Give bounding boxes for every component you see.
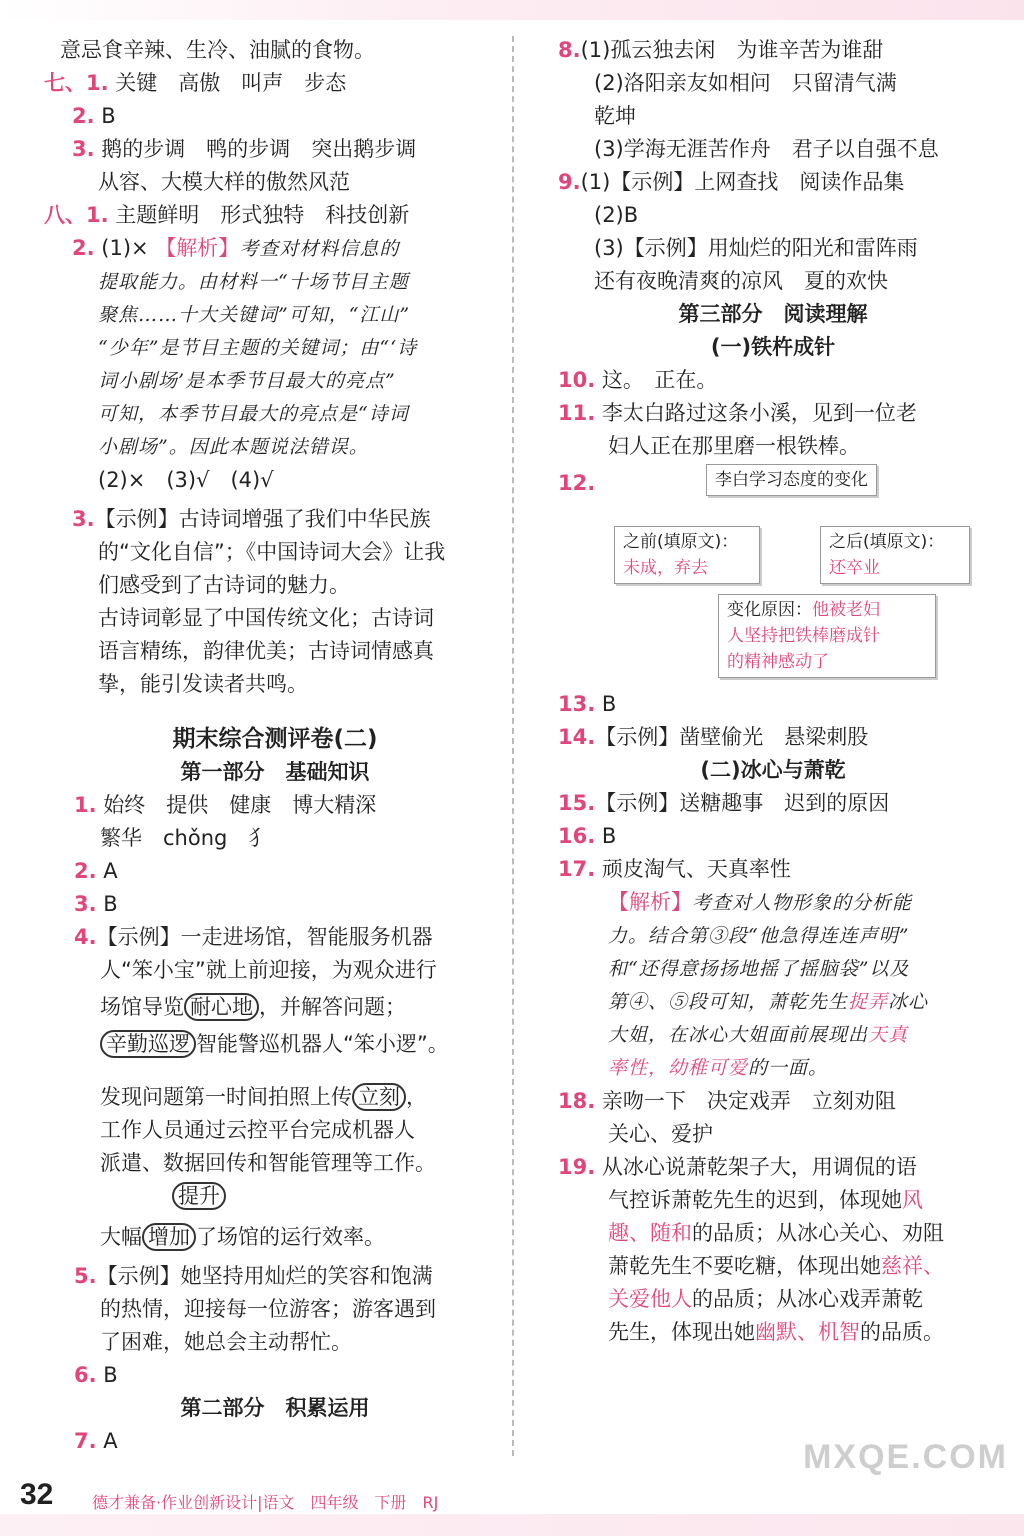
text-line bbox=[60, 569, 490, 602]
answer-text: 的“文化自信”；《中国诗词大会》让我 bbox=[98, 540, 446, 564]
question-number: 13. bbox=[558, 692, 596, 716]
question-number: 3. bbox=[72, 507, 95, 531]
question-7-2 bbox=[60, 100, 490, 133]
text-line bbox=[60, 1221, 490, 1254]
text-line bbox=[558, 199, 988, 232]
answer-text: 的热情，迎接每一位游客；游客遇到 bbox=[100, 1297, 436, 1321]
question-number: 17. bbox=[558, 857, 596, 881]
answer-text: 的品质；从冰心戏弄萧乾 bbox=[692, 1287, 923, 1311]
circled-word: 耐心地 bbox=[184, 993, 259, 1021]
answer-text: A bbox=[103, 859, 118, 883]
reason-answer: 他被老妇 bbox=[812, 600, 880, 620]
circled-word: 立刻 bbox=[352, 1083, 406, 1111]
answer-text: 李太白路过这条小溪，见到一位老 bbox=[601, 401, 917, 425]
answer-text: (2)洛阳亲友如相问 只留清气满 bbox=[594, 71, 897, 95]
section-title: 第三部分 阅读理解 bbox=[678, 302, 868, 326]
text-line bbox=[558, 265, 988, 298]
question-number: 2. bbox=[74, 859, 97, 883]
analysis-text: 大姐，在冰心大姐面前展现出 bbox=[608, 1024, 869, 1046]
before-label: 之前(填原文)： bbox=[623, 532, 739, 552]
text-line bbox=[60, 166, 490, 199]
question-number: 10. bbox=[558, 368, 596, 392]
answer-text: 繁华 chǒng 犭 bbox=[100, 826, 270, 850]
analysis-text: 考查对人物形象的分析能 bbox=[692, 892, 913, 914]
question-7-3 bbox=[60, 133, 490, 166]
analysis-text: 和“还得意扬扬地摇了摇脑袋”以及 bbox=[608, 958, 910, 980]
circled-word: 增加 bbox=[142, 1223, 196, 1251]
answer-text: 她坚持用灿烂的笑容和饱满 bbox=[180, 1264, 433, 1288]
question-number: 16. bbox=[558, 824, 596, 848]
answer-text: 关心、爱护 bbox=[608, 1122, 713, 1146]
reason-answer: 的精神感动了 bbox=[727, 652, 829, 672]
answer-text: 顽皮淘气、天真率性 bbox=[601, 857, 791, 881]
answer-text: 工作人员通过云控平台完成机器人 bbox=[100, 1118, 415, 1142]
question-18 bbox=[558, 1085, 988, 1118]
text-line bbox=[60, 464, 490, 497]
text-line bbox=[60, 954, 490, 987]
passage-title: (二)冰心与萧乾 bbox=[700, 758, 846, 782]
question-14 bbox=[558, 721, 988, 754]
question-number: 11. bbox=[558, 401, 596, 425]
text-line bbox=[60, 1028, 490, 1061]
text-line bbox=[558, 1316, 988, 1349]
answer-text: 派遣、数据回传和智能管理等工作。 bbox=[100, 1151, 436, 1175]
circled-word: 提升 bbox=[172, 1182, 226, 1210]
analysis-line bbox=[558, 953, 988, 986]
answer-text: 的品质；从冰心关心、劝阻 bbox=[692, 1221, 944, 1245]
section-heading bbox=[60, 756, 490, 789]
analysis-text: 考查对材料信息的 bbox=[239, 238, 400, 260]
question-number: 5. bbox=[74, 1264, 97, 1288]
answer-text: 古诗词增强了我们中华民族 bbox=[178, 507, 431, 531]
question-number: 八、1. bbox=[44, 203, 109, 227]
question-8 bbox=[558, 34, 988, 67]
question-3 bbox=[60, 888, 490, 921]
question-number: 6. bbox=[74, 1363, 97, 1387]
diagram-title: 李白学习态度的变化 bbox=[715, 470, 868, 490]
answer-text: 一走进场馆，智能服务机器 bbox=[180, 925, 433, 949]
question-number: 2. bbox=[72, 104, 95, 128]
keyword: 关爱他人 bbox=[608, 1287, 692, 1311]
analysis-text: 力。结合第③段“他急得连连声明” bbox=[608, 925, 910, 947]
answer-text: (2)B bbox=[594, 203, 639, 227]
answer-text: ， bbox=[406, 1085, 427, 1109]
reason-answer: 人坚持把铁棒磨成针 bbox=[727, 626, 880, 646]
diagram-title-box bbox=[706, 464, 877, 496]
analysis-text: 第④、⑤段可知，萧乾先生 bbox=[608, 991, 849, 1013]
analysis-text: 的一面。 bbox=[748, 1057, 829, 1079]
answer-text: 鹅的步调 鸭的步调 突出鹅步调 bbox=[101, 137, 417, 161]
answer-text: 亲吻一下 决定戏弄 立刻劝阻 bbox=[601, 1089, 896, 1113]
book-info: 德才兼备·作业创新设计|语文 四年级 下册 RJ bbox=[92, 1493, 439, 1512]
answer-text: 妇人正在那里磨一根铁棒。 bbox=[608, 434, 860, 458]
watermark-logo: MXQE.COM bbox=[803, 1438, 1008, 1476]
question-2 bbox=[60, 855, 490, 888]
text-line bbox=[60, 1081, 490, 1114]
text-line bbox=[60, 1147, 490, 1180]
after-box bbox=[820, 526, 970, 584]
text-line bbox=[558, 1217, 988, 1250]
answer-text: 场馆导览 bbox=[100, 995, 184, 1019]
answer-text: (1)× bbox=[101, 236, 149, 260]
question-8-3 bbox=[60, 503, 490, 536]
analysis-line bbox=[558, 986, 988, 1019]
question-number: 1. bbox=[74, 793, 97, 817]
text-line bbox=[60, 668, 490, 701]
attitude-change-diagram bbox=[558, 464, 988, 672]
answer-text: 萧乾先生不要吃糖，体现出她 bbox=[608, 1254, 881, 1278]
answer-text: 还有夜晚清爽的凉风 夏的欢快 bbox=[594, 269, 888, 293]
text-line bbox=[60, 34, 490, 67]
text-line bbox=[558, 1118, 988, 1151]
keyword: 慈祥、 bbox=[881, 1254, 944, 1278]
question-10 bbox=[558, 364, 988, 397]
answer-text: 了困难，她总会主动帮忙。 bbox=[100, 1330, 352, 1354]
analysis-text: 冰心 bbox=[888, 991, 929, 1013]
analysis-line bbox=[558, 886, 988, 920]
answer-text: ，并解答问题； bbox=[259, 995, 406, 1019]
question-19 bbox=[558, 1151, 988, 1184]
example-tag: 【示例】 bbox=[96, 1264, 181, 1288]
question-number: 15. bbox=[558, 791, 596, 815]
answer-text: 从冰心说萧乾架子大，用调侃的语 bbox=[601, 1155, 917, 1179]
answer-text: 关键 高傲 叫声 步态 bbox=[115, 71, 347, 95]
answer-text: 们感受到了古诗词的魅力。 bbox=[98, 573, 350, 597]
question-13 bbox=[558, 688, 988, 721]
answer-text: (1)【示例】上网查找 阅读作品集 bbox=[580, 170, 905, 194]
analysis-text: 提取能力。由材料一“十场节目主题 bbox=[98, 271, 409, 293]
answer-text: 主题鲜明 形式独特 科技创新 bbox=[115, 203, 410, 227]
text-line bbox=[558, 1283, 988, 1316]
top-decoration bbox=[0, 0, 1024, 20]
question-6 bbox=[60, 1359, 490, 1392]
question-8-2 bbox=[60, 232, 490, 266]
text-line bbox=[60, 1293, 490, 1326]
question-number: 19. bbox=[558, 1155, 596, 1179]
column-divider bbox=[512, 36, 514, 1456]
text-line bbox=[558, 1250, 988, 1283]
keyword: 趣、随和 bbox=[608, 1221, 692, 1245]
text-line bbox=[558, 67, 988, 100]
after-answer: 还卒业 bbox=[829, 558, 880, 578]
analysis-text: 可知，本季节目最大的亮点是“诗词 bbox=[98, 403, 409, 425]
answer-text: 从容、大模大样的傲然风范 bbox=[98, 170, 350, 194]
answer-text: B bbox=[101, 104, 116, 128]
analysis-line bbox=[558, 1052, 988, 1085]
answer-text: 大幅 bbox=[100, 1225, 142, 1249]
after-label: 之后(填原文)： bbox=[829, 532, 945, 552]
question-number: 3. bbox=[72, 137, 95, 161]
answer-text: 【示例】凿壁偷光 悬梁刺股 bbox=[595, 725, 869, 749]
section-heading bbox=[558, 298, 988, 331]
analysis-line bbox=[60, 299, 490, 332]
text-line bbox=[60, 1114, 490, 1147]
section-title: 第一部分 基础知识 bbox=[180, 760, 370, 784]
answer-text: A bbox=[103, 1429, 118, 1453]
left-column bbox=[44, 34, 490, 1458]
analysis-line bbox=[60, 398, 490, 431]
question-number: 3. bbox=[74, 892, 97, 916]
text-line bbox=[60, 602, 490, 635]
page-number: 32 bbox=[20, 1478, 54, 1511]
answer-text: 智能警巡机器人“笨小逻”。 bbox=[196, 1032, 449, 1056]
analysis-line bbox=[60, 365, 490, 398]
question-number: 七、1. bbox=[44, 71, 109, 95]
question-15 bbox=[558, 787, 988, 820]
question-number: 7. bbox=[74, 1429, 97, 1453]
question-7 bbox=[60, 1425, 490, 1458]
question-4 bbox=[60, 921, 490, 954]
answer-text: 挚，能引发读者共鸣。 bbox=[98, 672, 308, 696]
reason-label: 变化原因： bbox=[727, 600, 812, 620]
exam-title bbox=[60, 723, 490, 756]
answer-text: 意忌食辛辣、生冷、油腻的食物。 bbox=[60, 38, 375, 62]
analysis-text: “少年”是节目主题的关键词；由“‘诗 bbox=[98, 337, 418, 359]
passage-heading bbox=[558, 331, 988, 364]
question-number: 9. bbox=[558, 170, 581, 194]
question-8-1 bbox=[44, 199, 490, 232]
analysis-keyword: 捉弄 bbox=[848, 991, 889, 1013]
analysis-text: 词小剧场’是本季节目最大的亮点” bbox=[98, 370, 396, 392]
analysis-line bbox=[558, 920, 988, 953]
answer-text: 语言精练，韵律优美；古诗词情感真 bbox=[98, 639, 434, 663]
analysis-tag: 【解析】 bbox=[155, 236, 240, 260]
analysis-text: 小剧场”。因此本题说法错误。 bbox=[98, 436, 369, 458]
question-1 bbox=[60, 789, 490, 822]
text-line bbox=[60, 635, 490, 668]
right-column bbox=[558, 34, 988, 1349]
text-line bbox=[558, 1184, 988, 1217]
question-number: 2. bbox=[72, 236, 95, 260]
question-number: 14. bbox=[558, 725, 596, 749]
answer-text: 始终 提供 健康 博大精深 bbox=[103, 793, 377, 817]
question-number: 8. bbox=[558, 38, 581, 62]
analysis-text: 聚焦……十大关键词”可知，“江山” bbox=[98, 304, 411, 326]
question-17 bbox=[558, 853, 988, 886]
text-line bbox=[60, 991, 490, 1024]
analysis-keyword: 天真 bbox=[868, 1024, 909, 1046]
question-number: 18. bbox=[558, 1089, 596, 1113]
text-line bbox=[558, 100, 988, 133]
answer-text: 发现问题第一时间拍照上传 bbox=[100, 1085, 352, 1109]
answer-text: 乾坤 bbox=[594, 104, 636, 128]
analysis-tag: 【解析】 bbox=[608, 890, 692, 914]
answer-text: B bbox=[103, 1363, 118, 1387]
keyword: 风 bbox=[902, 1188, 923, 1212]
text-line bbox=[60, 1326, 490, 1359]
answer-text: 这。 正在。 bbox=[601, 368, 718, 392]
question-7-1 bbox=[44, 67, 490, 100]
answer-text: (3)学海无涯苦作舟 君子以自强不息 bbox=[594, 137, 939, 161]
page-footer bbox=[0, 1438, 1024, 1518]
analysis-keyword: 率性，幼稚可爱 bbox=[608, 1057, 749, 1079]
question-16 bbox=[558, 820, 988, 853]
answer-text: B bbox=[601, 824, 617, 848]
answer-text: 【示例】送糖趣事 迟到的原因 bbox=[595, 791, 890, 815]
question-number: 4. bbox=[74, 925, 97, 949]
circled-word: 辛勤巡逻 bbox=[100, 1030, 196, 1058]
before-box bbox=[614, 526, 760, 584]
question-5 bbox=[60, 1260, 490, 1293]
question-9 bbox=[558, 166, 988, 199]
text-line bbox=[60, 822, 490, 855]
before-answer: 未成，弃去 bbox=[623, 558, 708, 578]
text-line bbox=[558, 232, 988, 265]
answer-text: 了场馆的运行效率。 bbox=[196, 1225, 385, 1249]
question-11 bbox=[558, 397, 988, 430]
text-line bbox=[60, 1180, 490, 1213]
example-tag: 【示例】 bbox=[96, 925, 181, 949]
answer-text: (1)孤云独去闲 为谁辛苦为谁甜 bbox=[580, 38, 884, 62]
analysis-line bbox=[60, 332, 490, 365]
reason-box bbox=[718, 594, 936, 678]
keyword: 幽默、机智 bbox=[755, 1320, 860, 1344]
example-tag: 【示例】 bbox=[94, 507, 179, 531]
question-number: 12. bbox=[558, 471, 596, 495]
answer-text: (2)× (3)√ (4)√ bbox=[98, 468, 274, 492]
text-line bbox=[558, 430, 988, 463]
text-line bbox=[558, 133, 988, 166]
analysis-line bbox=[558, 1019, 988, 1052]
bottom-decoration bbox=[0, 1514, 1024, 1536]
exam-title-text: 期末综合测评卷(二) bbox=[172, 726, 378, 752]
analysis-line bbox=[60, 431, 490, 464]
answer-text: 的品质。 bbox=[860, 1320, 944, 1344]
answer-text: (3)【示例】用灿烂的阳光和雷阵雨 bbox=[594, 236, 918, 260]
answer-text: 人“笨小宝”就上前迎接，为观众进行 bbox=[100, 958, 437, 982]
text-line bbox=[60, 536, 490, 569]
answer-text: 古诗词彰显了中国传统文化；古诗词 bbox=[98, 606, 434, 630]
analysis-line bbox=[60, 266, 490, 299]
passage-heading bbox=[558, 754, 988, 787]
answer-text: B bbox=[601, 692, 617, 716]
section-title: 第二部分 积累运用 bbox=[180, 1396, 370, 1420]
answer-text: 气控诉萧乾先生的迟到，体现她 bbox=[608, 1188, 902, 1212]
section-heading bbox=[60, 1392, 490, 1425]
answer-text: 先生，体现出她 bbox=[608, 1320, 755, 1344]
answer-text: B bbox=[103, 892, 118, 916]
passage-title: (一)铁杵成针 bbox=[710, 335, 836, 359]
